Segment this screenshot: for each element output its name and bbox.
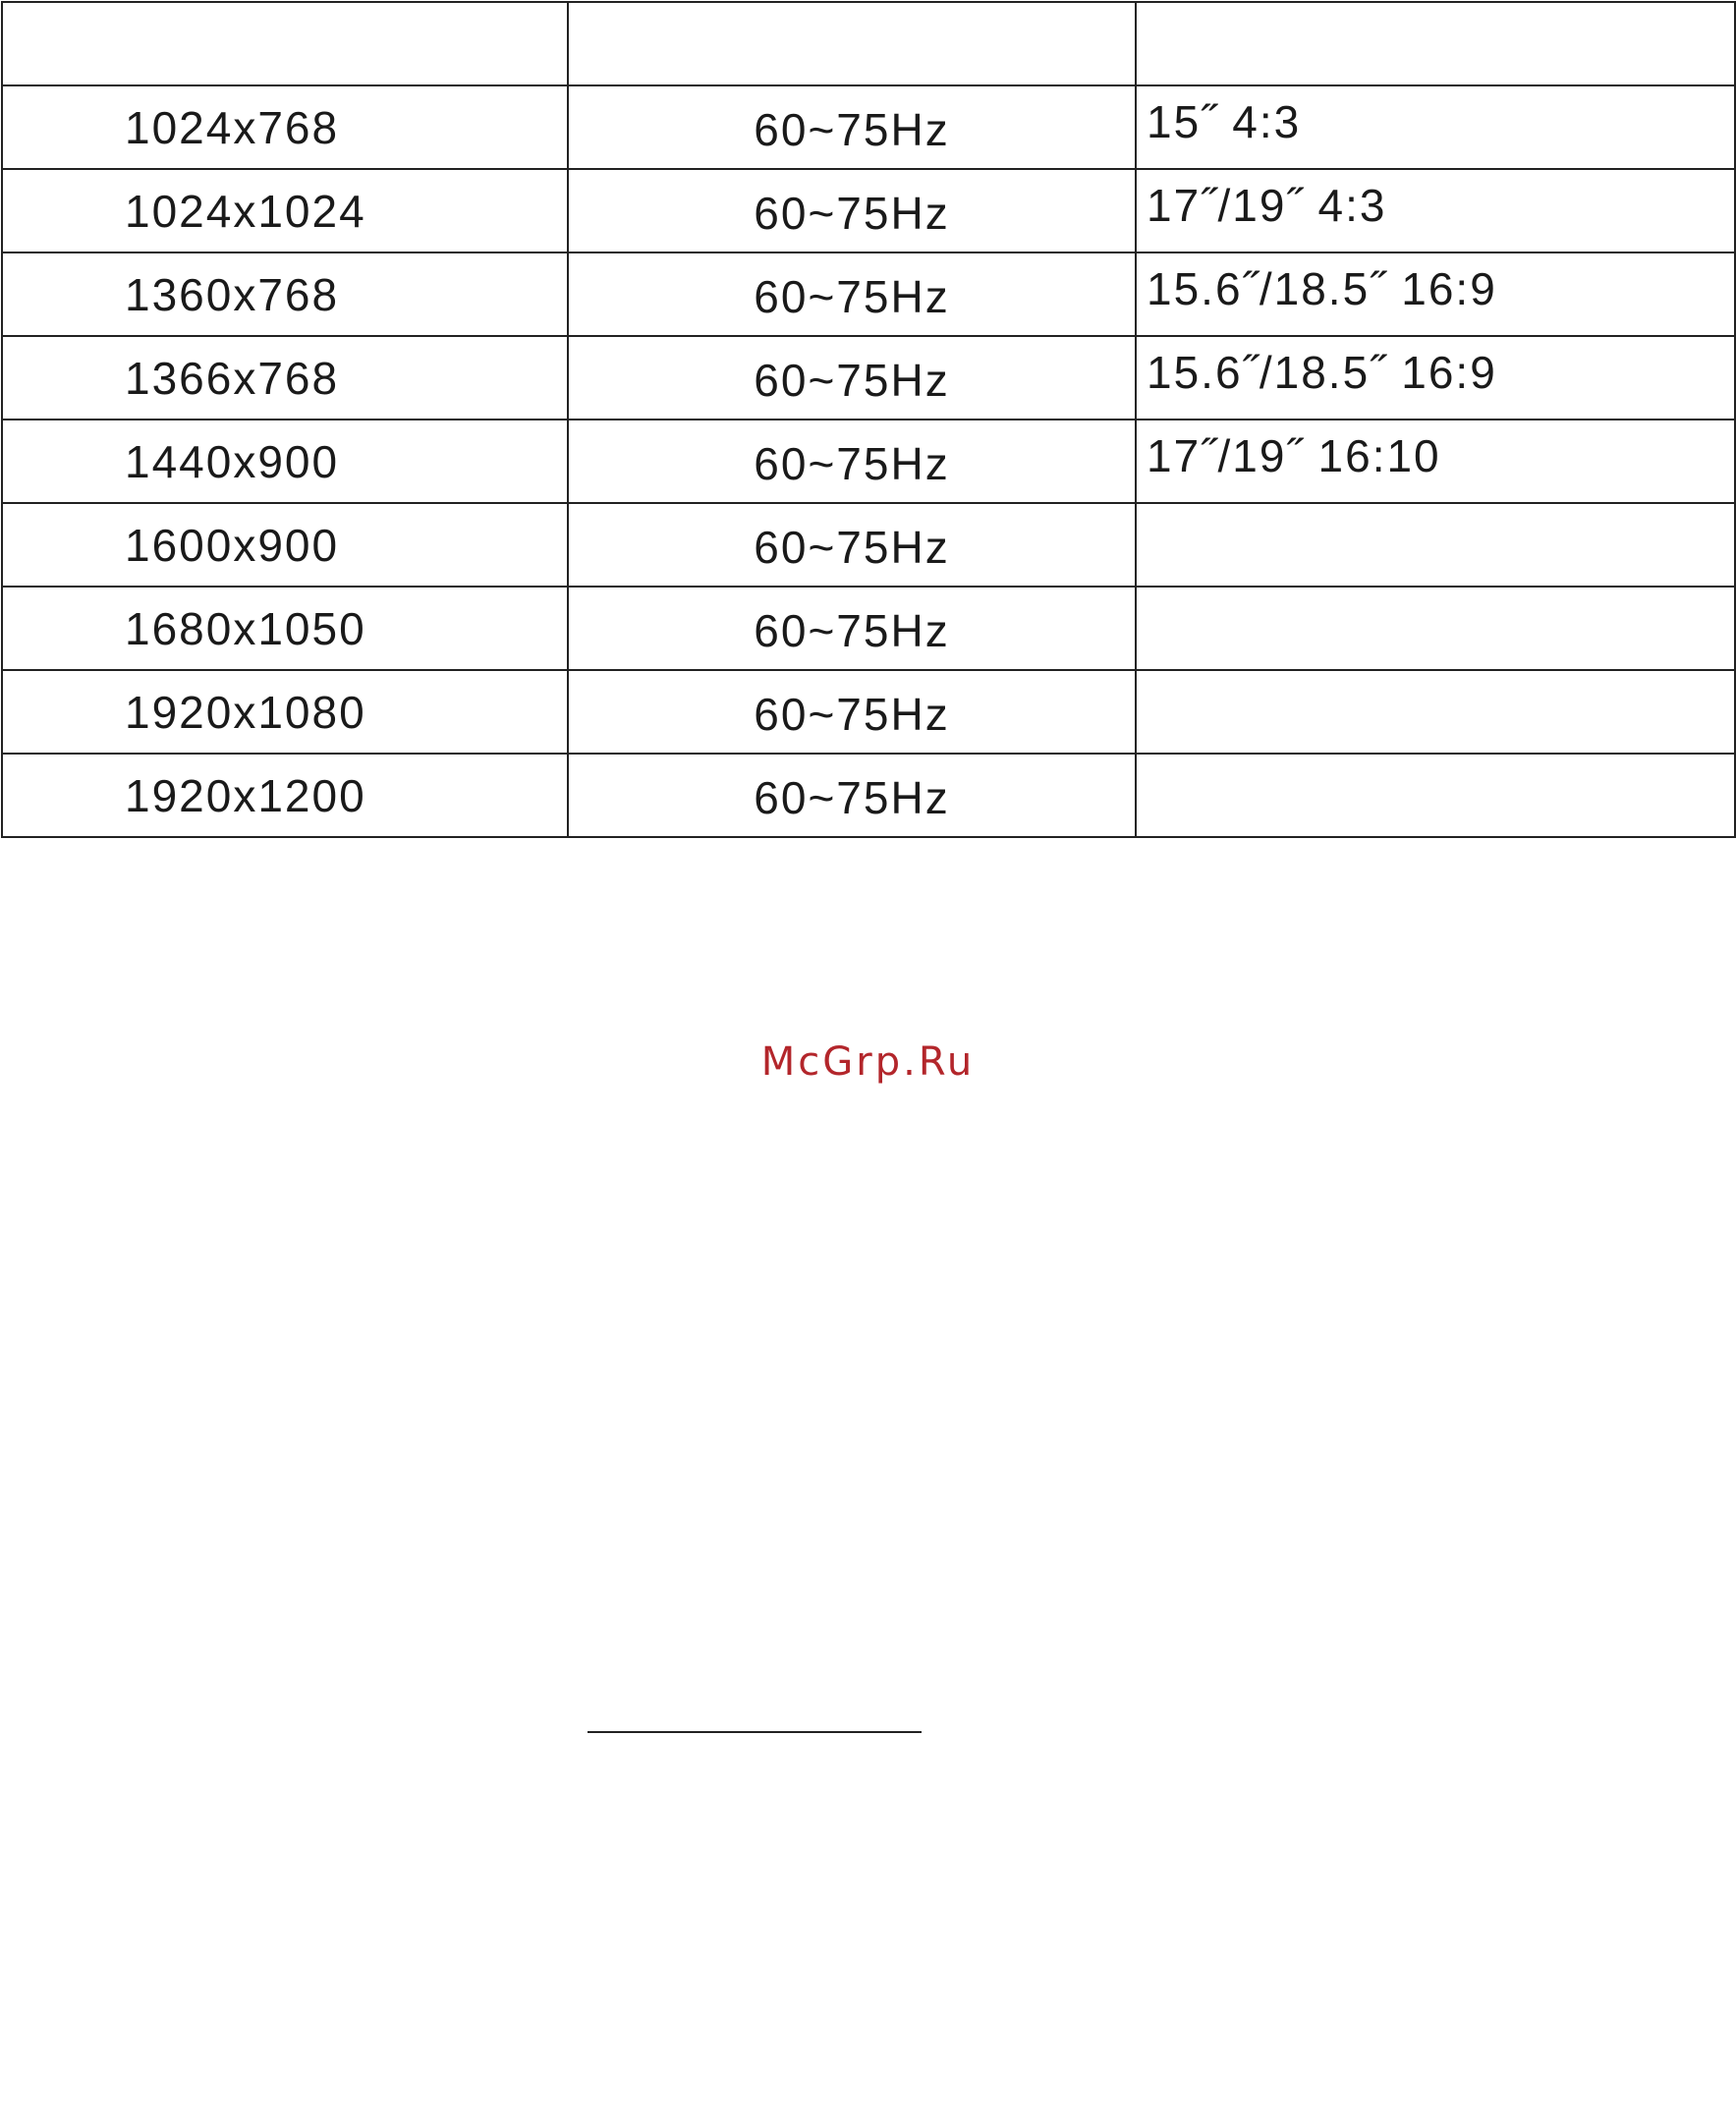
- table-row: [2, 85, 1735, 169]
- resolution-value: 1600x900: [125, 519, 340, 571]
- screen-value: 17˝/19˝ 16:10: [1147, 429, 1441, 481]
- resolution-cell: [2, 670, 568, 754]
- frequency-cell: [568, 85, 1136, 169]
- table-header-row: [2, 2, 1735, 85]
- frequency-cell: [568, 754, 1136, 837]
- frequency-value: 60~75Hz: [754, 688, 950, 740]
- resolution-value: 1440x900: [125, 435, 340, 487]
- frequency-value: 60~75Hz: [754, 270, 950, 322]
- watermark: McGrp.Ru: [760, 1039, 976, 1085]
- frequency-cell: [568, 252, 1136, 336]
- header-cell-resolution: [2, 2, 568, 85]
- frequency-value: 60~75Hz: [754, 354, 950, 406]
- screen-value: 17˝/19˝ 4:3: [1147, 179, 1387, 231]
- header-cell-screen: [1136, 2, 1735, 85]
- screen-cell: [1136, 336, 1735, 420]
- table-row: [2, 420, 1735, 503]
- header-cell-frequency: [568, 2, 1136, 85]
- resolution-cell: [2, 336, 568, 420]
- frequency-cell: [568, 503, 1136, 587]
- frequency-cell: [568, 336, 1136, 420]
- resolution-value: 1680x1050: [125, 602, 366, 654]
- screen-cell: [1136, 252, 1735, 336]
- frequency-cell: [568, 169, 1136, 252]
- table-row: [2, 670, 1735, 754]
- frequency-cell: [568, 587, 1136, 670]
- table-row: [2, 503, 1735, 587]
- resolution-cell: [2, 587, 568, 670]
- screen-value: 15˝ 4:3: [1147, 95, 1302, 147]
- frequency-value: 60~75Hz: [754, 103, 950, 155]
- frequency-value: 60~75Hz: [754, 604, 950, 656]
- table-row: [2, 587, 1735, 670]
- horizontal-rule: [588, 1731, 922, 1733]
- screen-cell: [1136, 587, 1735, 670]
- frequency-cell: [568, 420, 1136, 503]
- table-row: [2, 252, 1735, 336]
- resolution-cell: [2, 85, 568, 169]
- frequency-value: 60~75Hz: [754, 187, 950, 239]
- resolution-value: 1920x1200: [125, 769, 366, 821]
- screen-cell: [1136, 85, 1735, 169]
- resolution-value: 1360x768: [125, 268, 340, 320]
- table-row: [2, 754, 1735, 837]
- resolution-value: 1024x768: [125, 101, 340, 153]
- screen-value: 15.6˝/18.5˝ 16:9: [1147, 262, 1497, 314]
- frequency-cell: [568, 670, 1136, 754]
- resolution-value: 1920x1080: [125, 686, 366, 738]
- screen-cell: [1136, 754, 1735, 837]
- frequency-value: 60~75Hz: [754, 771, 950, 823]
- resolution-cell: [2, 503, 568, 587]
- screen-cell: [1136, 420, 1735, 503]
- table-row: [2, 169, 1735, 252]
- resolution-cell: [2, 754, 568, 837]
- resolution-value: 1366x768: [125, 352, 340, 404]
- resolution-cell: [2, 169, 568, 252]
- table-row: [2, 336, 1735, 420]
- screen-value: 15.6˝/18.5˝ 16:9: [1147, 346, 1497, 398]
- frequency-value: 60~75Hz: [754, 437, 950, 489]
- resolution-cell: [2, 420, 568, 503]
- frequency-value: 60~75Hz: [754, 521, 950, 573]
- screen-cell: [1136, 169, 1735, 252]
- resolution-cell: [2, 252, 568, 336]
- screen-cell: [1136, 670, 1735, 754]
- resolution-table: [1, 1, 1736, 838]
- screen-cell: [1136, 503, 1735, 587]
- resolution-value: 1024x1024: [125, 185, 366, 237]
